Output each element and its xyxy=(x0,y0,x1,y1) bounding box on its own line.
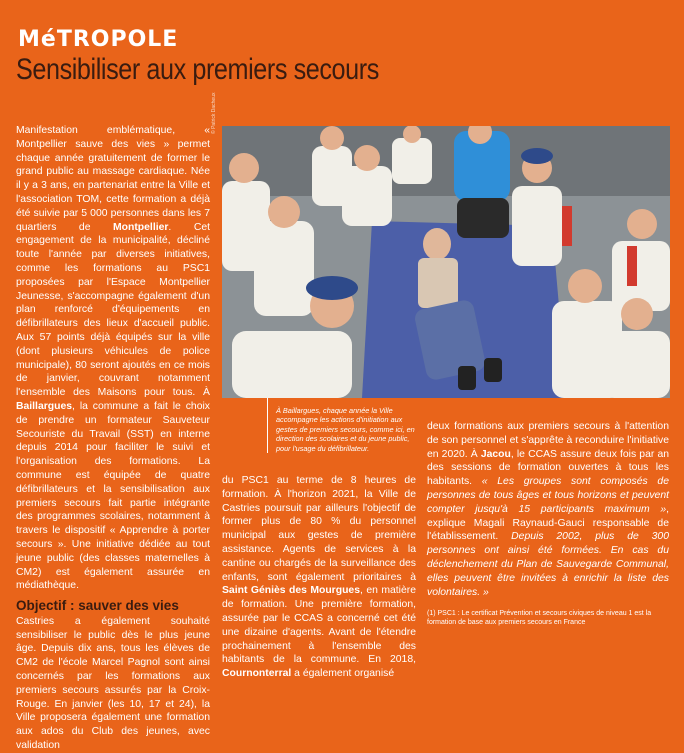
photo-credit: © Patrick Dacheux xyxy=(211,92,217,134)
photo-illustration xyxy=(222,126,670,398)
photo-caption: À Baillargues, chaque année la Ville accompagne les actions d'initiation aux gestes de premiers secours, comme ici, en direction des scolaires et du jeune public, pour l'usage du défibrillateur. xyxy=(267,406,416,453)
paragraph: du PSC1 au terme de 8 heures de formation. À l'horizon 2021, la Ville de Castries poursuit par ailleurs l'objectif de former plus de 80 % du personnel municipal aux gestes de première assistance. Agents de services à la cantine ou chargés de la surveillance des enfants, sont également prioritaires à Saint Géniès des Mourgues, en matière de formation. Une première formation, assurée par le CCAS a concerné cet été une dizaine d'agents. Avant de l'étendre prochainement à l'ensemble des habitants de la commune. En 2018, Cournonterral a également organisé xyxy=(222,475,416,680)
article-column-3 xyxy=(427,420,669,599)
paragraph: Manifestation emblématique, « Montpellier sauve des vies » permet chaque année gratuitement de former le grand public au massage cardiaque. Née il y a 3 ans, en partenariat entre la Ville et l'association TOM, cette formation a déjà été suivie par 5 000 personnes dans les 7 quartiers de Montpellier. Cet engagement de la municipalité, décliné toute l'année par diverses initiatives, comme les formations au PSC1 proposées par l'Espace Montpellier Jeunesse, s'accompagne également d'un plan renforcé d'équipements en défibrillateurs des lieux d'accueil public. Aux 57 points déjà équipés sur la ville (dont plusieurs véhicules de police municipale), 80 seront ajoutés en ce mois de janvier, couvrant notamment l'ensemble des Maisons pour tous. À Baillargues, la commune a fait le choix de prendre un formateur Sauveteur Secouriste du Travail (SST) en interne depuis 2014 pour faciliter le suivi et l'organisation des formations. La commune est équipée de quatre défibrillateurs et la sensibilisation aux premiers secours fait partie intégrante des programmes scolaires, notamment à travers le dispositif « Apprendre à porter secours ». Une initiative dédiée au tout jeune public (des classes maternelles à CM2) est également assurée en médiathèque. xyxy=(16,125,210,592)
section-label: MéTROPOLE xyxy=(18,27,179,52)
article-column-2 xyxy=(222,474,416,681)
footnote: (1) PSC1 : Le certificat Prévention et secours civiques de niveau 1 est la formation de base aux premiers secours en France xyxy=(427,610,652,626)
first-aid-training-photo xyxy=(222,126,670,398)
subheading: Objectif : sauver des vies xyxy=(16,598,179,614)
paragraph: Castries a également souhaité sensibiliser le public dès le plus jeune âge. Depuis dix ans, tous les élèves de CM2 de l'école Marcel Pagnol sont ainsi concernés par les formations aux premiers secours assurés par la Croix-Rouge. En janvier (les 10, 17 et 24), la Ville proposera également une formation aux ados du Club des jeunes, avec validation xyxy=(16,615,210,752)
article-column-1 xyxy=(16,124,210,753)
paragraph: deux formations aux premiers secours à l'attention de son personnel et s'apprête à reconduire l'initiative en 2020. À Jacou, le CCAS assure deux fois par an des sessions de formation ouvertes à tous les habitants. « Les groupes sont composés de personnes de tous âges et tous horizons et peuvent compter jusqu'à 15 participants maximum », explique Magali Raynaud-Gauci responsable de l'établissement. Depuis 2002, plus de 300 personnes ont ainsi été formées. En cas du déclenchement du Plan de Sauvegarde Communal, elles peuvent être invitées à enrichir la liste des volontaires. » xyxy=(427,421,669,598)
page-title: Sensibiliser aux premiers secours xyxy=(16,53,379,86)
